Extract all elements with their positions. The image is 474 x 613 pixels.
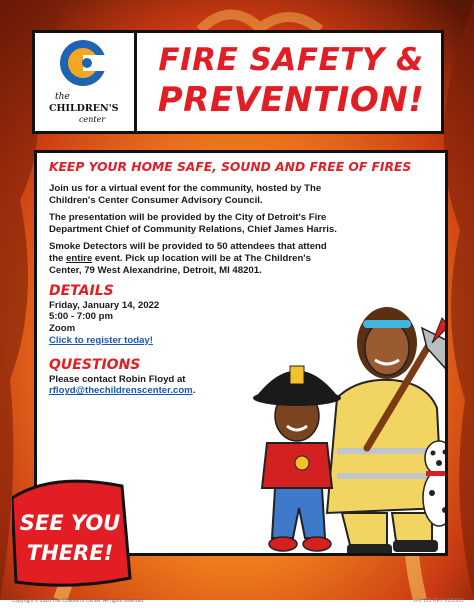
document-code: JFB 125 REV 01/03/22 xyxy=(412,598,464,604)
intro-p3-end: event. Pick up location will be at The Children's Center, 79 West Alexandrine, Detroit, MI 48201. xyxy=(49,252,311,276)
logo-name-line1: the xyxy=(55,92,70,102)
contact-email-link[interactable]: rfloyd@thechildrenscenter.com xyxy=(49,385,193,397)
see-you-there-badge xyxy=(12,478,132,588)
page-title xyxy=(140,41,442,121)
event-time: 5:00 - 7:00 pm xyxy=(49,311,113,323)
register-link[interactable]: Click to register today! xyxy=(49,334,153,346)
badge-line2: THERE! xyxy=(26,541,114,565)
childrens-center-logo-icon xyxy=(35,33,131,129)
intro-paragraph-1: Join us for a virtual event for the community, hosted by The Children's Center Consumer Advisory Council. xyxy=(49,183,322,206)
contact-email-line xyxy=(49,385,339,397)
event-date: Friday, January 14, 2022 xyxy=(49,299,160,311)
details-heading: DETAILS xyxy=(49,283,114,300)
contact-email-suffix: . xyxy=(192,385,196,397)
event-location: Zoom xyxy=(49,322,76,334)
contact-text: Please contact Robin Floyd at xyxy=(49,373,186,385)
questions-heading: QUESTIONS xyxy=(49,357,141,374)
badge-line1: SEE YOU xyxy=(19,511,121,535)
intro-p3-emphasis: entire xyxy=(66,252,93,264)
intro-paragraph-3 xyxy=(49,241,339,276)
headline: KEEP YOUR HOME SAFE, SOUND AND FREE OF FIRES xyxy=(49,160,412,174)
intro-p3-start: Smoke Detectors will be provided to 50 attendees that attend the xyxy=(49,241,327,264)
logo-name-line3: center xyxy=(79,115,106,124)
header-panel xyxy=(32,30,444,134)
title-line2: PREVENTION! xyxy=(157,80,425,120)
body-text xyxy=(49,183,339,397)
intro-paragraph-2: The presentation will be provided by the City of Detroit's Fire Department Chief of Community Relations, Chief James Harris. xyxy=(49,212,337,235)
logo xyxy=(35,33,137,131)
logo-name-line2: CHILDREN'S xyxy=(49,103,119,114)
copyright-footer: Copyright © 2020 The Children's Center. All rights reserved. xyxy=(12,598,145,604)
title-line1: FIRE SAFETY & xyxy=(158,42,424,78)
